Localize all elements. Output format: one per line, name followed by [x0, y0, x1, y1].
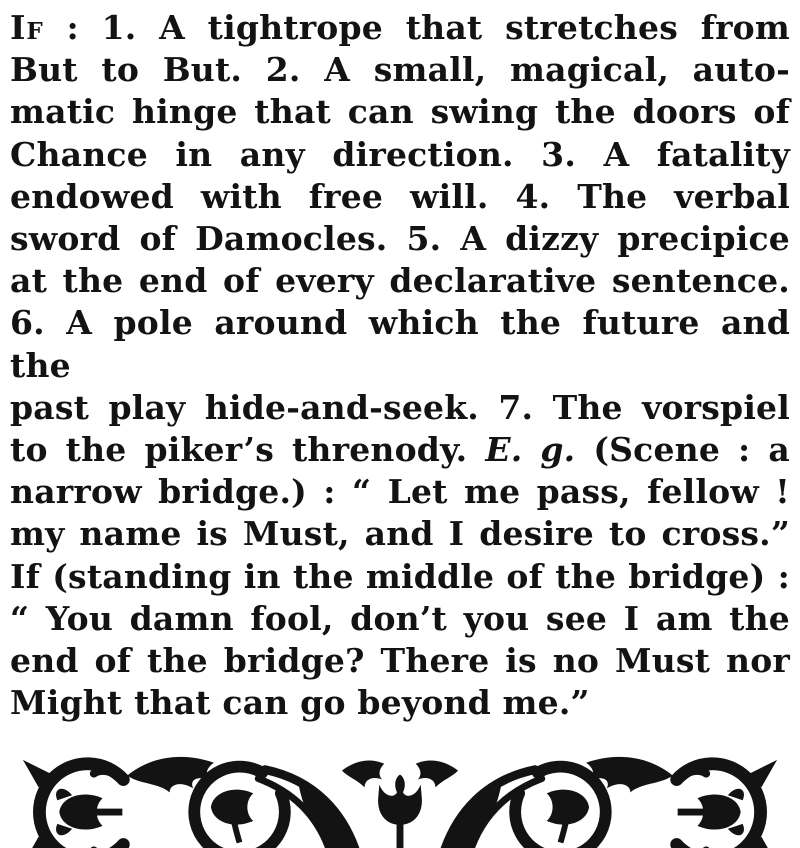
text-line	[10, 49, 790, 91]
text-segment: If (standing in the middle of the bridge) :	[10, 556, 790, 596]
text-line	[10, 7, 790, 49]
text-segment: (Scene : a	[575, 430, 790, 470]
text-line	[10, 598, 790, 640]
text-line	[10, 176, 790, 218]
text-segment: sword of Damocles. 5. A dizzy precipice	[10, 219, 790, 259]
text-segment: “ You damn fool, don’t you see I am the	[10, 598, 790, 638]
text-line	[10, 556, 790, 598]
blossom-bud	[59, 795, 102, 830]
text-segment: my name is Must, and I desire to cross.”	[10, 514, 790, 554]
text-line	[10, 218, 790, 260]
small-top-leaf	[342, 761, 384, 788]
ornament-tailpiece	[0, 750, 800, 848]
text-line	[10, 260, 790, 302]
text-segment: to the piker’s threnody.	[10, 430, 486, 470]
example-abbreviation: E. g.	[485, 430, 576, 470]
central-tulip	[378, 775, 422, 848]
text-line	[10, 513, 790, 555]
text-segment: : 1. A tightrope that stretches from	[43, 8, 790, 47]
text-segment: Might that can go beyond me.”	[10, 683, 590, 723]
text-segment: narrow bridge.) : “ Let me pass, fellow !	[10, 472, 790, 512]
text-line	[10, 91, 790, 133]
ornament-left-half	[17, 757, 394, 848]
text-line	[10, 429, 790, 471]
text-segment: matic hinge that can swing the doors of	[10, 92, 790, 132]
vine-blossom-bud	[211, 790, 253, 825]
headword: If	[10, 8, 44, 47]
text-line	[10, 682, 790, 724]
scroll-curl-top	[94, 771, 124, 780]
text-segment: Chance in any direction. 3. A fatality	[10, 134, 790, 174]
text-segment: But to But. 2. A small, magical, auto-	[10, 50, 790, 90]
text-segment: endowed with free will. 4. The verbal	[10, 176, 790, 216]
text-segment: 6. A pole around which the future and the	[10, 303, 790, 385]
text-segment: past play hide-and-seek. 7. The vorspiel	[10, 387, 790, 427]
ornament-right-half	[406, 757, 783, 848]
text-line	[10, 471, 790, 513]
floral-border-ornament	[8, 750, 792, 848]
text-segment: end of the bridge? There is no Must nor	[10, 641, 790, 681]
text-segment: at the end of every declarative sentence.	[10, 261, 790, 301]
text-line	[10, 640, 790, 682]
text-line	[10, 387, 790, 429]
tulip-flower	[378, 775, 422, 825]
text-line	[10, 134, 790, 176]
text-line	[10, 302, 790, 386]
